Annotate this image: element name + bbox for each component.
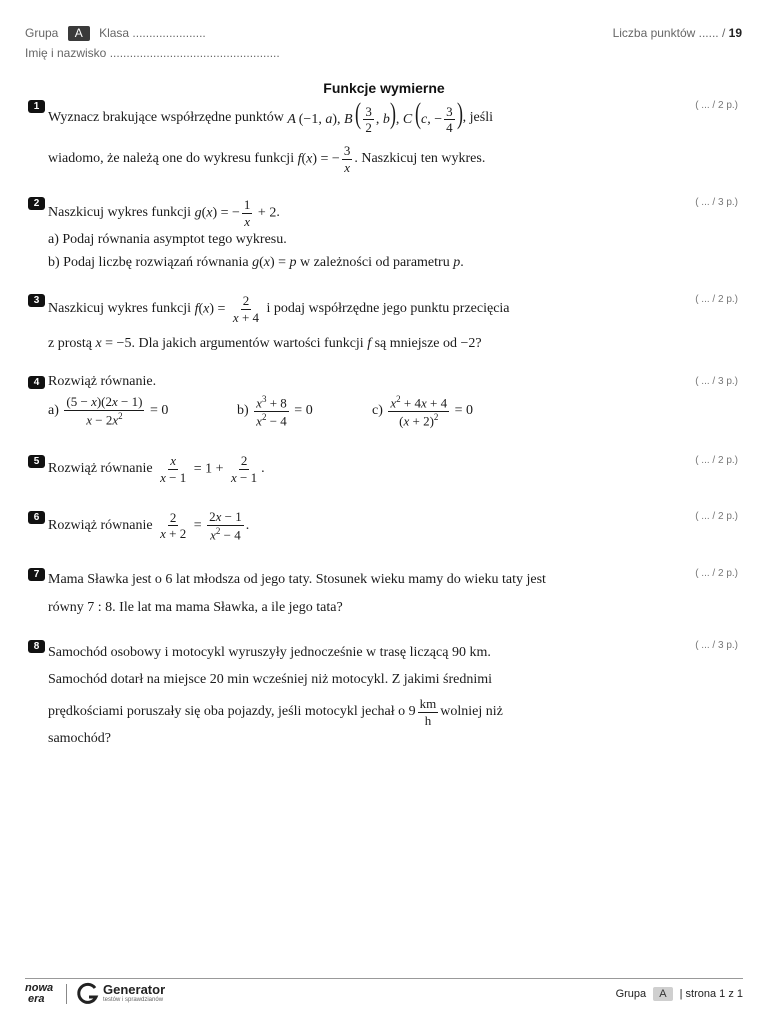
question-8-line-4: samochód? xyxy=(48,731,111,746)
logo-divider xyxy=(66,984,67,1004)
generator-subtitle: testów i sprawdzianów xyxy=(103,997,164,1003)
math-points: A (−1, a), B ( $\frac{3}{2}$ , b), C (c, − $\frac{3}{4}$ ) xyxy=(287,97,463,136)
question-number-8: 8 xyxy=(28,640,45,653)
question-points-8: ( ... / 3 p.) xyxy=(695,640,738,651)
question-number-7: 7 xyxy=(28,568,45,581)
question-3-line-1: Naszkicuj wykres funkcji f(x) = $\frac{2}{x + 4}$ i podaj współrzędne jego punktu przecięcia xyxy=(48,293,510,325)
question-5-line-1: Rozwiąż równanie $\frac{x}{x - 1}$ = 1 + $\frac{2}{x - 1}$ . xyxy=(48,453,265,485)
question-8-line-2: Samochód dotarł na miejsce 20 min wcześniej niż motocykl. Z jakimi średnimi xyxy=(48,672,493,687)
question-7-line-2: równy 7 : 8. Ile lat ma mama Sławka, a ile jego tata? xyxy=(48,600,343,615)
question-7-line-1: Mama Sławka jest o 6 lat młodsza od jego taty. Stosunek wieku mamy do wieku taty jest xyxy=(48,572,546,587)
question-points-7: ( ... / 2 p.) xyxy=(695,568,738,579)
question-2-line-3: b) Podaj liczbę rozwiązań równania g(x) = p w zależności od parametru p . xyxy=(48,255,464,270)
math-equation: $\frac{2}{x + 2}$ = $\frac{2x - 1}{x^2 - 4}$ xyxy=(160,509,242,542)
group-badge: A xyxy=(68,26,90,41)
question-number-6: 6 xyxy=(28,511,45,524)
question-1-line-2: wiadomo, że należą one do wykresu funkcji f(x) = − $\frac{3}{x}$ . Naszkicuj ten wykres. xyxy=(48,143,486,175)
class-field: Klasa ...................... xyxy=(99,26,206,40)
math-function: f(x) = − $\frac{3}{x}$ xyxy=(297,143,351,175)
nowa-era-logo: nowa era xyxy=(25,982,54,1005)
question-number-5: 5 xyxy=(28,455,45,468)
page-title: Funkcje wymierne xyxy=(323,80,445,96)
points-label: Liczba punktów ...... / xyxy=(612,26,726,40)
question-3-line-2: z prostą x = −5 . Dla jakich argumentów wartości funkcji f są mniejsze od −2 ? xyxy=(48,336,482,351)
question-4-part-a: a) $\frac{(5 - x)(2x - 1)}{x - 2x^2}$ = 0 xyxy=(48,394,169,427)
question-points-6: ( ... / 2 p.) xyxy=(695,511,738,522)
question-number-4: 4 xyxy=(28,376,45,389)
question-6-line-1: Rozwiąż równanie $\frac{2}{x + 2}$ = $\frac{2x - 1}{x^2 - 4}$ . xyxy=(48,509,250,542)
name-field: Imię i nazwisko ................................................... xyxy=(25,46,280,60)
question-number-2: 2 xyxy=(28,197,45,210)
question-points-1: ( ... / 2 p.) xyxy=(695,100,738,111)
group-label: Grupa xyxy=(25,26,59,40)
points-total: 19 xyxy=(728,26,742,40)
math-equation: $\frac{x}{x - 1}$ = 1 + $\frac{2}{x - 1}$ xyxy=(160,453,258,485)
question-points-3: ( ... / 2 p.) xyxy=(695,294,738,305)
question-number-3: 3 xyxy=(28,294,45,307)
question-2-line-1: Naszkicuj wykres funkcji g(x) = − $\frac{1}{x}$ + 2 . xyxy=(48,197,280,229)
generator-logo-icon xyxy=(76,982,100,1011)
points-summary xyxy=(613,26,742,40)
footer-divider xyxy=(25,978,743,979)
group-field xyxy=(25,26,206,41)
footer-group-badge: A xyxy=(653,987,672,1001)
question-4-part-b: b) $\frac{x^3 + 8}{x^2 - 4}$ = 0 xyxy=(237,394,313,429)
generator-logo-text: Generator xyxy=(103,982,166,997)
question-points-5: ( ... / 2 p.) xyxy=(695,455,738,466)
math-function: f(x) = $\frac{2}{x + 4}$ xyxy=(194,293,260,325)
question-4-part-c: c) $\frac{x^2 + 4x + 4}{(x + 2)^2}$ = 0 xyxy=(372,394,474,429)
question-points-2: ( ... / 3 p.) xyxy=(695,197,738,208)
question-number-1: 1 xyxy=(28,100,45,113)
question-points-4: ( ... / 3 p.) xyxy=(695,376,738,387)
question-2-line-2: a) Podaj równania asymptot tego wykresu. xyxy=(48,232,287,247)
unit-km-per-h: $\frac{km}{h}$ xyxy=(419,696,437,728)
question-8-line-3: prędkościami poruszały się oba pojazdy, jeśli motocykl jechał o 9 $\frac{km}{h}$ wolniej niż xyxy=(48,696,503,728)
question-8-line-1: Samochód osobowy i motocykl wyruszyły jednocześnie w trasę liczącą 90 km. xyxy=(48,645,491,660)
math-function: g(x) = − $\frac{1}{x}$ + 2 xyxy=(194,197,277,229)
question-1-line-1: Wyznacz brakujące współrzędne punktów A (−1, a), B ( $\frac{3}{2}$ , b), C (c, − $\frac{3}{4}$ ) , jeśli xyxy=(48,97,493,136)
footer-page-info: Grupa A | strona 1 z 1 xyxy=(615,988,743,1000)
question-4-line-1: Rozwiąż równanie. xyxy=(48,374,157,389)
